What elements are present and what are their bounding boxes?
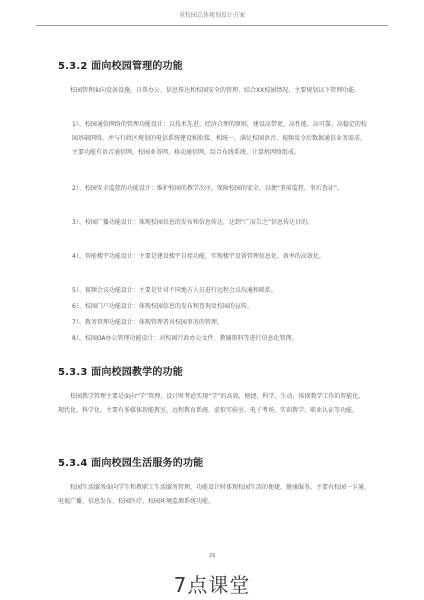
list-item: 5）、视频会议功能设计：主要是针对不同地方人员进行远程会议沟通和联系。 bbox=[72, 287, 277, 294]
list-item: 1）、校园通信网络的管理功能设计：以技术先进、经济合理的原则，建设高带宽、高性能、高可靠、高稳定的校园基础网络，并与行政区规划的电信系统建设相衔接，相统一，满足校园语音、视频及今后数据通信业务需求。主要功能有语音通信网、校园业务网、移动通信网、综合布线系统、计算机网络组成。 bbox=[72, 121, 367, 156]
list-item: 2）、校园安全监控的功能设计：维护校园的教学次序，保障校园的安全，以便“事前监控、事后查证”。 bbox=[72, 185, 344, 192]
list-item: 6）、校园门户功能设计：体现校园信息的发布和查询及校园的宣传。 bbox=[72, 303, 253, 310]
section-heading: 5.3.4 面向校园生活服务的功能 bbox=[58, 458, 204, 469]
list-item: 7）、教务管理功能设计：体现管理者对校园事务的管理。 bbox=[72, 319, 223, 326]
section-intro: 校园生活服务面向学生和教职工生活服务管理，功能设计时体现校园生活的便捷、健康服务。主要有校园一卡通、电视广播、信息发布、校园医疗、校园环境监测系统功能。 bbox=[58, 484, 371, 505]
running-header: 重校园总体规划设计方案 bbox=[36, 10, 388, 26]
list-item: 3）、校园广播功能设计：体现校园信息的发布和信息传达，达到“广而告之”信息传达目的。 bbox=[72, 219, 314, 226]
page-number: 29 bbox=[208, 553, 216, 559]
list-item: 4）、智能楼宇功能设计：主要是建设楼宇自控功能，实现楼宇设备管理信息化、效率的高效化。 bbox=[72, 253, 325, 260]
watermark-text: 7点课堂 bbox=[173, 573, 251, 597]
section-intro: 校园管理面向设备设施、日常办公、信息传达和校园安全的管理。结合XX校园情况，主要规划以下管理功能。 bbox=[70, 87, 361, 94]
section-heading: 5.3.2 面向校园管理的功能 bbox=[58, 61, 183, 72]
list-item: 8）、校园OA办公管理功能设计：对校园行政办公文件、教辅资料等进行信息化管理。 bbox=[72, 335, 298, 342]
section-intro: 校园教学管理主要是面向“学”管理，设计时考虑实现“学”的高效、便捷、科学、生动，体现教学工作的智能化、现代化、科学化。主要有多媒体智能教室、远程教育系统、虚拟实验室、电子考场、实训教学、职业认证等功能。 bbox=[58, 393, 365, 414]
section-heading: 5.3.3 面向校园教学的功能 bbox=[58, 367, 183, 378]
